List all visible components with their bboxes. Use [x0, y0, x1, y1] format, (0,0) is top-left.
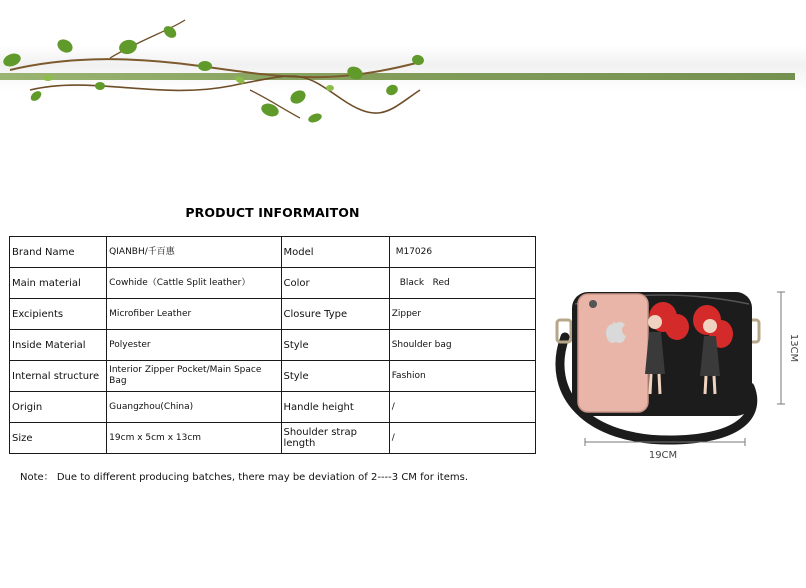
- spec-label: Model: [281, 237, 389, 268]
- spec-label: Closure Type: [281, 299, 389, 330]
- spec-label: Origin: [10, 392, 107, 423]
- spec-value: Zipper: [389, 299, 535, 330]
- spec-label: Main material: [10, 268, 107, 299]
- spec-label: Inside Material: [10, 330, 107, 361]
- spec-value: QIANBH/千百惠: [107, 237, 281, 268]
- spec-value: Fashion: [389, 361, 535, 392]
- spec-value: Polyester: [107, 330, 281, 361]
- product-info-title: PRODUCT INFORMAITON: [185, 205, 360, 220]
- width-dimension: 19CM: [648, 450, 678, 461]
- spec-label: Style: [281, 330, 389, 361]
- spec-label: Size: [10, 423, 107, 454]
- spec-label: Shoulder strap length: [281, 423, 389, 454]
- spec-label: Internal structure: [10, 361, 107, 392]
- table-row: [10, 330, 536, 361]
- table-row: [10, 299, 536, 330]
- spec-value: /: [389, 423, 535, 454]
- vine-illustration: [0, 0, 806, 130]
- deviation-note: Note： Due to different producing batches, there may be deviation of 2----3 CM for items.: [20, 472, 469, 483]
- phone-prop: [578, 294, 648, 412]
- spec-value: /: [389, 392, 535, 423]
- table-row: [10, 361, 536, 392]
- spec-label: Brand Name: [10, 237, 107, 268]
- spec-value: M17026: [389, 237, 535, 268]
- spec-label: Handle height: [281, 392, 389, 423]
- spec-value: Cowhide（Cattle Split leather）: [107, 268, 281, 299]
- spec-label: Excipients: [10, 299, 107, 330]
- table-row: [10, 392, 536, 423]
- bag-illustration: [545, 282, 805, 467]
- table-row: [10, 423, 536, 454]
- table-row: [10, 268, 536, 299]
- vine-banner: [0, 0, 806, 130]
- spec-label: Style: [281, 361, 389, 392]
- spec-label: Color: [281, 268, 389, 299]
- spec-value: Shoulder bag: [389, 330, 535, 361]
- height-dimension: 13CM: [788, 333, 799, 363]
- spec-value: Interior Zipper Pocket/Main Space Bag: [107, 361, 281, 392]
- spec-value: 19cm x 5cm x 13cm: [107, 423, 281, 454]
- spec-value: Black Red: [389, 268, 535, 299]
- product-spec-table: [9, 236, 536, 454]
- spec-value: Guangzhou(China): [107, 392, 281, 423]
- table-row: [10, 237, 536, 268]
- spec-value: Microfiber Leather: [107, 299, 281, 330]
